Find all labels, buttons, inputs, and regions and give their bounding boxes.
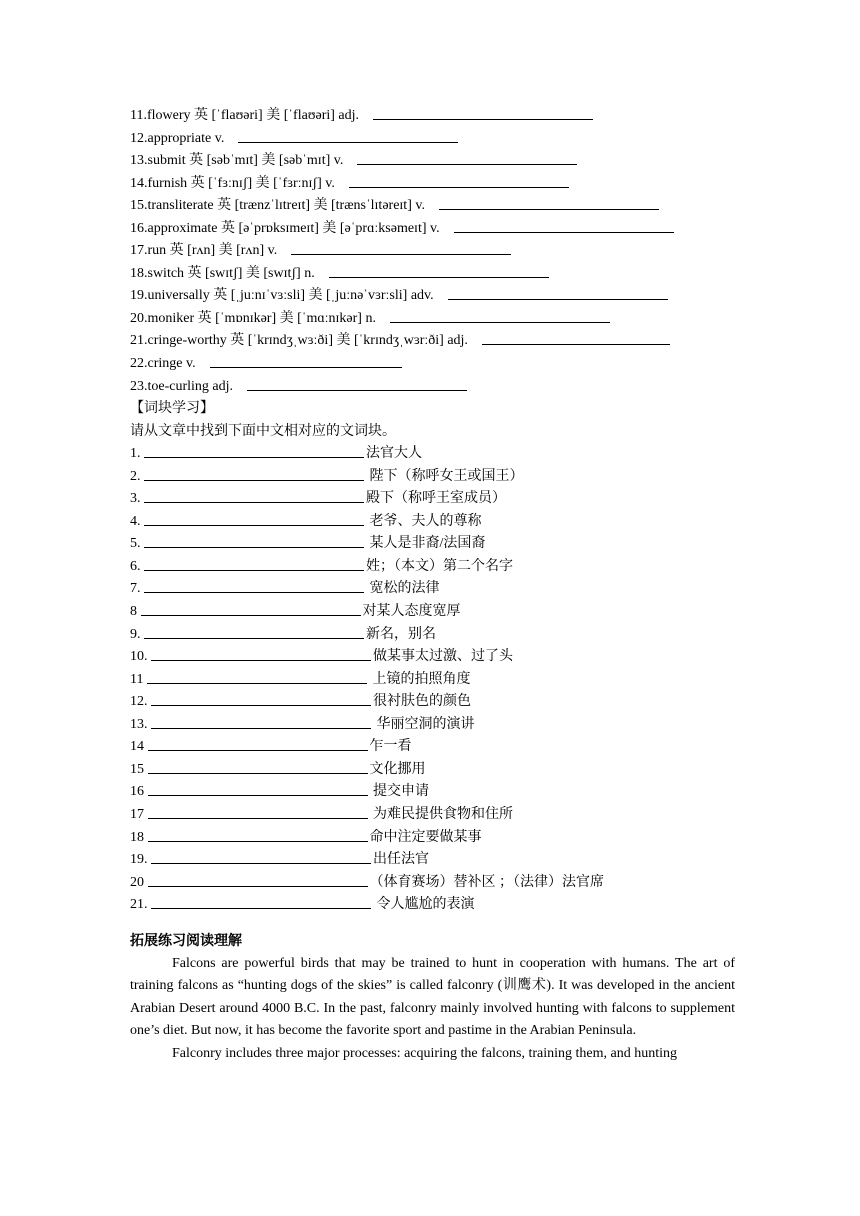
answer-blank[interactable]	[144, 466, 364, 481]
phrase-meaning: 殿下（称呼王室成员）	[366, 491, 506, 507]
answer-blank[interactable]	[151, 849, 371, 864]
answer-blank[interactable]	[151, 691, 371, 706]
phrase-meaning: 新名，别名	[366, 626, 436, 642]
answer-blank[interactable]	[291, 240, 511, 255]
phrase-item	[130, 872, 735, 895]
answer-blank[interactable]	[448, 285, 668, 300]
answer-blank[interactable]	[148, 759, 368, 774]
vocab-list	[130, 105, 735, 398]
item-number: 2.	[130, 468, 141, 484]
worksheet-page	[130, 105, 735, 1066]
vocab-item	[130, 195, 735, 218]
vocab-item	[130, 218, 735, 241]
item-number: 23.	[130, 378, 148, 394]
phrase-item	[130, 894, 735, 917]
vocab-entry: transliterate 英 [trænzˈlɪtreɪt] 美 [trænsˈlɪtəreɪt] v.	[147, 198, 425, 214]
phrase-item	[130, 511, 735, 534]
item-number: 22.	[130, 356, 148, 372]
item-number: 18.	[130, 265, 148, 281]
answer-blank[interactable]	[357, 150, 577, 165]
answer-blank[interactable]	[144, 624, 364, 639]
item-number: 13.	[130, 716, 148, 732]
phrase-meaning: 为难民提供食物和住所	[369, 806, 513, 822]
item-number: 13.	[130, 153, 148, 169]
answer-blank[interactable]	[144, 443, 364, 458]
answer-blank[interactable]	[373, 105, 593, 120]
phrase-meaning: 华丽空洞的演讲	[373, 716, 475, 732]
answer-blank[interactable]	[439, 195, 659, 210]
reading-paragraph: Falcons are powerful birds that may be trained to hunt in cooperation with humans. The art of training falcons as “hunting dogs of the skies” is called falconry (训鹰术). It was developed in the ancient Arabian Desert around 4000 B.C. In the past, falconry mainly involved hunting with falcons to supplement one’s diet. But now, it has become the favorite sport and pastime in the Arabian Peninsula.	[130, 955, 735, 1039]
phrase-item	[130, 827, 735, 850]
phrase-item	[130, 736, 735, 759]
item-number: 8	[130, 604, 137, 620]
item-number: 4.	[130, 513, 141, 529]
vocab-item	[130, 240, 735, 263]
item-number: 9.	[130, 626, 141, 642]
phrase-item	[130, 443, 735, 466]
vocab-item	[130, 285, 735, 308]
item-number: 21.	[130, 333, 148, 349]
phrase-item	[130, 759, 735, 782]
phrase-item	[130, 556, 735, 579]
item-number: 15	[130, 761, 144, 777]
phrase-item	[130, 578, 735, 601]
item-number: 7.	[130, 581, 141, 597]
phrase-item	[130, 533, 735, 556]
item-number: 6.	[130, 558, 141, 574]
answer-blank[interactable]	[390, 308, 610, 323]
phrase-meaning: 很衬肤色的颜色	[373, 694, 471, 710]
vocab-item	[130, 376, 735, 399]
phrase-meaning: 姓；（本文）第二个名字	[366, 558, 513, 574]
item-number: 10.	[130, 649, 148, 665]
phrase-meaning: 乍一看	[369, 739, 412, 755]
vocab-entry: appropriate v.	[147, 130, 225, 146]
answer-blank[interactable]	[144, 488, 364, 503]
vocab-entry: run 英 [rʌn] 美 [rʌn] v.	[147, 243, 278, 259]
item-number: 16.	[130, 220, 148, 236]
vocab-item	[130, 308, 735, 331]
vocab-entry: approximate 英 [əˈprɒksɪmeɪt] 美 [əˈprɑːksəmeɪt] v.	[147, 220, 440, 236]
vocab-entry: switch 英 [swɪtʃ] 美 [swɪtʃ] n.	[147, 265, 315, 281]
item-number: 19.	[130, 288, 148, 304]
answer-blank[interactable]	[482, 330, 670, 345]
answer-blank[interactable]	[148, 827, 368, 842]
vocab-entry: cringe v.	[147, 356, 196, 372]
phrase-meaning: （体育赛场）替补区 ；（法律）法官席	[369, 874, 604, 890]
phrase-meaning: 令人尴尬的表演	[373, 897, 475, 913]
phrase-item	[130, 781, 735, 804]
phrase-meaning: 宽松的法律	[366, 581, 440, 597]
vocab-item	[130, 353, 735, 376]
answer-blank[interactable]	[144, 556, 364, 571]
reading-section-title: 拓展练习阅读理解	[130, 933, 242, 949]
vocab-entry: cringe-worthy 英 [ˈkrɪndʒˌwɜːði] 美 [ˈkrɪndʒˌwɜrːði] adj.	[147, 333, 468, 349]
item-number: 17	[130, 806, 144, 822]
phrase-meaning: 法官大人	[366, 446, 422, 462]
item-number: 19.	[130, 852, 148, 868]
item-number: 21.	[130, 897, 148, 913]
vocab-entry: flowery 英 [ˈflaʊəri] 美 [ˈflaʊəri] adj.	[146, 108, 360, 123]
phrase-meaning: 陛下（称呼女王或国王）	[366, 468, 524, 484]
vocab-item	[130, 105, 735, 128]
item-number: 15.	[130, 198, 148, 214]
vocab-entry: universally 英 [ˌjuːnɪˈvɜːsli] 美 [ˌjuːnəˈvɜrːsli] adv.	[147, 288, 434, 304]
phrase-item	[130, 849, 735, 872]
answer-blank[interactable]	[148, 736, 368, 751]
vocab-item	[130, 263, 735, 286]
answer-blank[interactable]	[247, 376, 467, 391]
item-number: 11	[130, 671, 144, 687]
phrase-item	[130, 646, 735, 669]
phrase-meaning: 某人是非裔/法国裔	[366, 536, 486, 552]
vocab-item	[130, 173, 735, 196]
phrase-item	[130, 601, 735, 624]
answer-blank[interactable]	[144, 578, 364, 593]
answer-blank[interactable]	[151, 714, 371, 729]
answer-blank[interactable]	[329, 263, 549, 278]
item-number: 12.	[130, 130, 148, 146]
item-number: 12.	[130, 694, 148, 710]
vocab-entry: submit 英 [səbˈmɪt] 美 [səbˈmɪt] v.	[147, 153, 344, 169]
answer-blank[interactable]	[151, 646, 371, 661]
vocab-item	[130, 128, 735, 151]
phrase-meaning: 做某事太过激、过了头	[373, 649, 513, 665]
item-number: 14.	[130, 175, 148, 191]
phrase-item	[130, 804, 735, 827]
answer-blank[interactable]	[238, 128, 458, 143]
phrase-list	[130, 443, 735, 916]
item-number: 16	[130, 784, 144, 800]
answer-blank[interactable]	[349, 173, 569, 188]
vocab-entry: moniker 英 [ˈmɒnɪkər] 美 [ˈmɑːnɪkər] n.	[147, 310, 376, 326]
answer-blank[interactable]	[144, 511, 364, 526]
vocab-entry: furnish 英 [ˈfɜːnɪʃ] 美 [ˈfɜrːnɪʃ] v.	[147, 175, 335, 191]
reading-paragraph: Falconry includes three major processes: acquiring the falcons, training them, and hunting	[172, 1046, 678, 1062]
answer-blank[interactable]	[454, 218, 674, 233]
vocab-entry: toe-curling adj.	[147, 378, 234, 394]
answer-blank[interactable]	[210, 353, 402, 368]
answer-blank[interactable]	[148, 872, 368, 887]
phrase-item	[130, 488, 735, 511]
item-number: 17.	[130, 243, 148, 259]
phrase-item	[130, 691, 735, 714]
answer-blank[interactable]	[144, 533, 364, 548]
chunk-section-title: 【词块学习】	[130, 401, 214, 417]
phrase-meaning: 老爷、夫人的尊称	[366, 513, 482, 529]
answer-blank[interactable]	[148, 781, 368, 796]
phrase-meaning: 文化挪用	[369, 761, 426, 777]
answer-blank[interactable]	[141, 601, 361, 616]
phrase-meaning: 出任法官	[373, 852, 429, 868]
item-number: 14	[130, 739, 144, 755]
phrase-meaning: 上镜的拍照角度	[368, 671, 471, 687]
item-number: 5.	[130, 536, 141, 552]
phrase-meaning: 对某人态度宽厚	[362, 604, 461, 620]
phrase-meaning: 命中注定要做某事	[369, 829, 482, 845]
answer-blank[interactable]	[147, 669, 367, 684]
phrase-item	[130, 714, 735, 737]
item-number: 18	[130, 829, 144, 845]
vocab-item	[130, 150, 735, 173]
phrase-item	[130, 624, 735, 647]
chunk-instruction: 请从文章中找到下面中文相对应的文词块。	[130, 423, 396, 439]
phrase-item	[130, 466, 735, 489]
phrase-item	[130, 669, 735, 692]
phrase-meaning: 提交申请	[369, 784, 429, 800]
item-number: 3.	[130, 491, 141, 507]
vocab-item	[130, 330, 735, 353]
item-number: 1.	[130, 446, 141, 462]
item-number: 20	[130, 874, 144, 890]
item-number: 11.	[130, 108, 147, 123]
answer-blank[interactable]	[148, 804, 368, 819]
item-number: 20.	[130, 310, 148, 326]
answer-blank[interactable]	[151, 894, 371, 909]
